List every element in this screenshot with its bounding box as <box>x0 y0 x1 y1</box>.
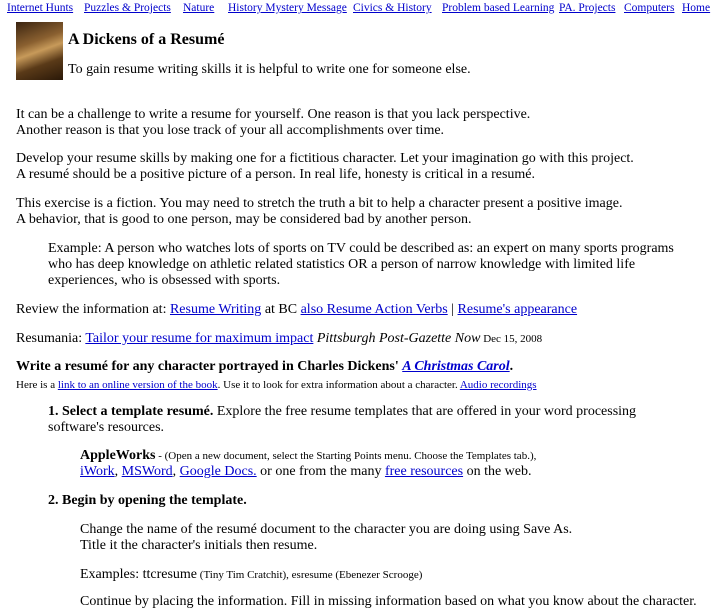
dickens-portrait-image <box>16 22 63 80</box>
christmas-carol-link[interactable]: A Christmas Carol <box>402 359 510 374</box>
text: on the web. <box>463 464 532 479</box>
text: . Use it to look for extra information about a character. <box>217 379 460 391</box>
text-line: Develop your resume skills by making one for a fictitious character. Let your imagination go with this project. <box>16 151 634 166</box>
text: at BC <box>261 302 301 317</box>
text: Review the information at: <box>16 302 170 317</box>
iwork-link[interactable]: iWork <box>80 464 115 479</box>
appleworks-block: AppleWorks - (Open a new document, select the Starting Points menu. Choose the Templates tab.), iWork, MSWord, Google Docs. or one from the many free resources on the web. <box>80 448 537 479</box>
text-line: Another reason is that you lose track of your all accomplishments over time. <box>16 123 445 138</box>
nav-nature[interactable]: Nature <box>183 2 215 14</box>
text-line: This exercise is a fiction. You may need to stretch the truth a bit to help a character present a positive image. <box>16 196 623 211</box>
nav-home[interactable]: Home <box>682 2 711 14</box>
subtitle: To gain resume writing skills it is helpful to write one for someone else. <box>68 62 471 77</box>
text-line: A resumé should be a positive picture of a person. In real life, honesty is critical in a resumé. <box>16 167 536 182</box>
text-line: Title it the character's initials then resume. <box>80 538 318 553</box>
msword-link[interactable]: MSWord <box>121 464 173 479</box>
action-verbs-link[interactable]: also Resume Action Verbs <box>300 302 448 317</box>
text: - (Open a new document, select the Starting Points menu. Choose the Templates tab.), <box>155 450 537 462</box>
source: Pittsburgh Post-Gazette Now <box>313 331 481 346</box>
nav-puzzles-projects[interactable]: Puzzles & Projects <box>84 2 171 14</box>
nav-pa-projects[interactable]: PA. Projects <box>559 2 616 14</box>
appleworks-label: AppleWorks <box>80 448 156 463</box>
intro-paragraph-3 <box>16 196 622 228</box>
intro-paragraph-1 <box>16 107 530 139</box>
nav-problem-based[interactable]: Problem based Learning <box>442 2 555 14</box>
review-line <box>16 302 577 318</box>
text-line: It can be a challenge to write a resume for yourself. One reason is that you lack perspective. <box>16 107 531 122</box>
continue-line: Continue by placing the information. Fill in missing information based on what you know about the character. <box>80 594 697 609</box>
online-book-link[interactable]: link to an online version of the book <box>57 379 218 391</box>
resume-appearance-link[interactable]: Resume's appearance <box>457 302 578 317</box>
free-resources-link[interactable]: free resources <box>384 464 464 479</box>
text-line: Change the name of the resumé document to the character you are doing using Save As. <box>80 522 573 537</box>
nav-internet-hunts[interactable]: Internet Hunts <box>7 2 74 14</box>
step-heading: 1. Select a template resumé. <box>48 404 214 419</box>
text: Resumania: <box>16 331 86 346</box>
nav-computers[interactable]: Computers <box>624 2 675 14</box>
text: or one from the many <box>256 464 385 479</box>
google-docs-link[interactable]: Google Docs. <box>179 464 257 479</box>
tailor-resume-link[interactable]: Tailor your resume for maximum impact <box>85 331 314 346</box>
text: . <box>509 359 514 374</box>
write-heading <box>16 359 513 375</box>
audio-recordings-link[interactable]: Audio recordings <box>459 379 537 391</box>
nav-history-mystery[interactable]: History Mystery Message <box>228 2 347 14</box>
page-title: A Dickens of a Resumé <box>68 31 225 48</box>
text-line: A behavior, that is good to one person, may be considered bad by another person. <box>16 212 472 227</box>
date: Dec 15, 2008 <box>480 333 543 345</box>
text: Examples: ttcresume <box>80 567 198 582</box>
step-2-heading: 2. Begin by opening the template. <box>48 493 247 508</box>
text: (Tiny Tim Cratchit), esresume (Ebenezer Scrooge) <box>197 569 423 581</box>
separator: | <box>447 302 458 317</box>
resumania-line <box>16 331 542 347</box>
step-2-text <box>80 522 680 554</box>
text: Here is a <box>16 379 58 391</box>
text: Explore the free resume templates that are offered in your word processing software's resources. <box>48 404 637 435</box>
resume-writing-link[interactable]: Resume Writing <box>169 302 262 317</box>
examples-line <box>80 567 680 583</box>
step-1 <box>48 404 688 436</box>
here-line <box>16 377 537 393</box>
example-paragraph: Example: A person who watches lots of sports on TV could be described as: an expert on many sports programs who has deep knowledge on athletic related statistics OR a person of narrow knowledge with limited life experiences, who is obsessed with sports. <box>48 241 674 288</box>
text: Write a resumé for any character portrayed in Charles Dickens' <box>16 359 403 374</box>
intro-paragraph-2 <box>16 151 634 183</box>
nav-civics-history[interactable]: Civics & History <box>353 2 432 14</box>
